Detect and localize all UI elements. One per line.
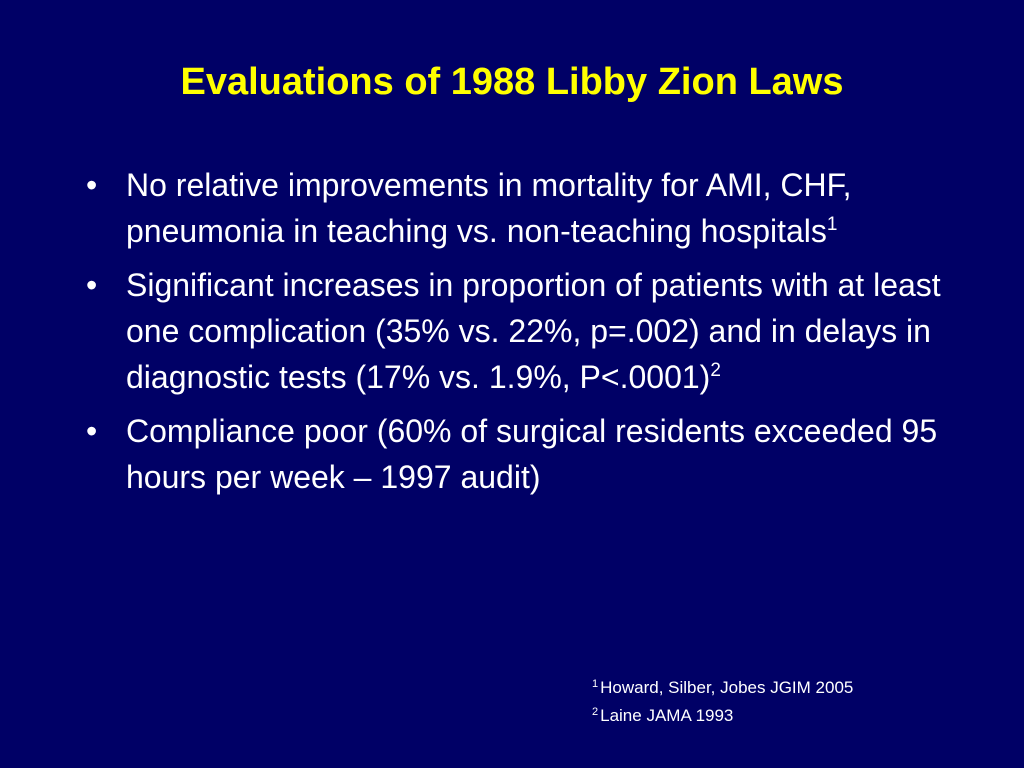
bullet-list [86,162,966,508]
reference-marker: 2 [710,360,721,381]
reference-number: 1 [592,678,599,690]
bullet-item-complications [86,262,966,400]
slide-title: Evaluations of 1988 Libby Zion Laws [180,61,844,103]
reference-marker: 1 [826,214,838,235]
reference-number: 2 [592,706,599,718]
bullet-item-mortality [86,162,966,254]
bullet-icon: • [86,167,98,203]
reference-text: Laine JAMA 1993 [600,706,734,725]
bullet-text: Compliance poor (60% of surgical residents exceeded 95 hours per week – 1997 audit) [126,413,938,495]
bullet-icon: • [86,413,98,449]
bullet-item-compliance [86,408,966,500]
reference-2 [592,702,853,730]
reference-1 [592,674,853,702]
bullet-icon: • [86,267,98,303]
bullet-text: No relative improvements in mortality for AMI, CHF, pneumonia in teaching vs. non-teaching hospitals [126,167,852,249]
bullet-text: Significant increases in proportion of patients with at least one complication (35% vs. 22%, p=.002) and in delays in diagnostic tests (17% vs. 1.9%, P<.0001) [126,267,941,395]
references [592,674,853,730]
reference-text: Howard, Silber, Jobes JGIM 2005 [600,678,854,697]
